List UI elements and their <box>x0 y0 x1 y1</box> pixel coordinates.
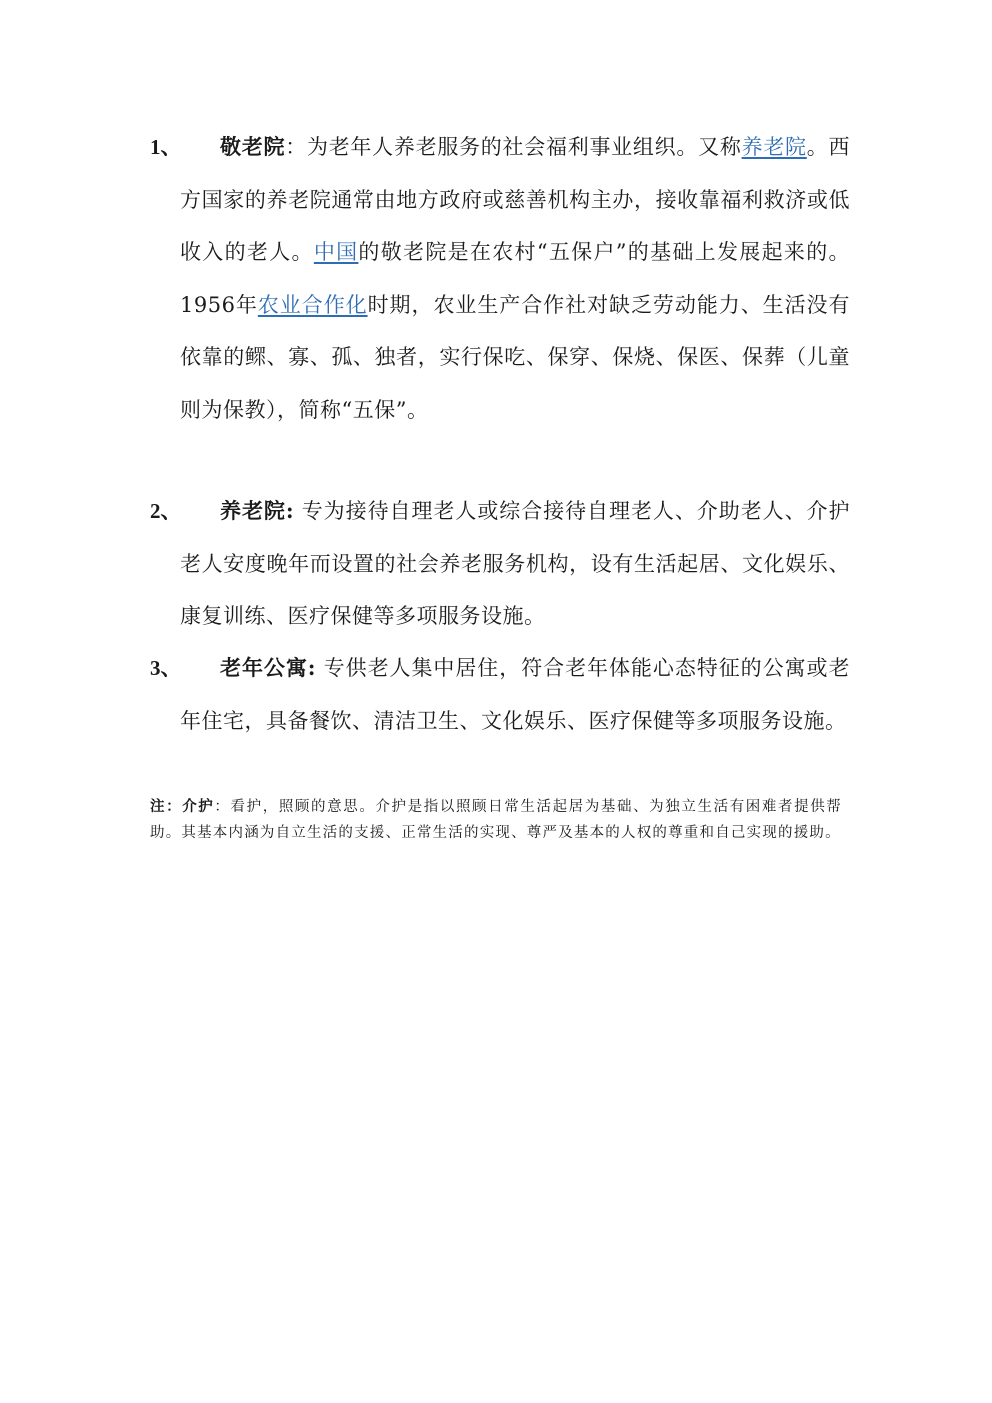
item-text: 专为接待自理老人或综合接待自理老人、介助老人、介护老人安度晚年而设置的社会养老服务机构，设有生活起居、文化娱乐、康复训练、医疗保健等多项服务设施。 <box>180 499 850 628</box>
footnote <box>150 794 842 846</box>
item-text: 专供老人集中居住，符合老年体能心态特征的公寓或老年住宅，具备餐饮、清洁卫生、文化娱乐、医疗保健等多项服务设施。 <box>180 656 850 733</box>
item-body <box>180 642 850 747</box>
note-label: 注：介护 <box>150 799 215 815</box>
term-yanglaoyuan: 养老院: <box>220 498 295 523</box>
item-number: 1、 <box>150 135 182 159</box>
list-item-1 <box>150 121 850 436</box>
item-number: 3、 <box>150 656 182 680</box>
item-text: 的敬老院是在农村“五保户”的基础上发展起来的。1956年 <box>180 240 851 317</box>
note-text: ：看护，照顾的意思。介护是指以照顾日常生活起居为基础、为独立生活有困难者提供帮助。其基本内涵为自立生活的支援、正常生活的实现、尊严及基本的人权的尊重和自己实现的援助。 <box>150 799 843 841</box>
link-zhongguo[interactable]: 中国 <box>313 240 359 264</box>
term-jinglaoyuan: 敬老院 <box>220 134 286 159</box>
term-laonian-gongyu: 老年公寓: <box>220 655 317 680</box>
item-text: 为老年人养老服务的社会福利事业组织。又称 <box>306 135 742 159</box>
link-nongye-hezuohua[interactable]: 农业合作化 <box>257 292 368 317</box>
item-text: 。西方国家的养老院通常由地方政府或慈善机构主办，接收靠福利救济或低收入的老人。 <box>180 135 851 264</box>
item-body <box>180 485 850 643</box>
item-body <box>180 121 850 436</box>
list-item-3 <box>150 642 850 747</box>
term-separator: ： <box>285 135 307 159</box>
item-text: 时期，农业生产合作社对缺乏劳动能力、生活没有依靠的鳏、寡、孤、独者，实行保吃、保穿、保烧、保医、保葬（儿童则为保教），简称“五保”。 <box>180 292 851 422</box>
item-number: 2、 <box>150 499 182 523</box>
list-item-2 <box>150 485 850 643</box>
link-yanglaoyuan[interactable]: 养老院 <box>741 135 807 159</box>
